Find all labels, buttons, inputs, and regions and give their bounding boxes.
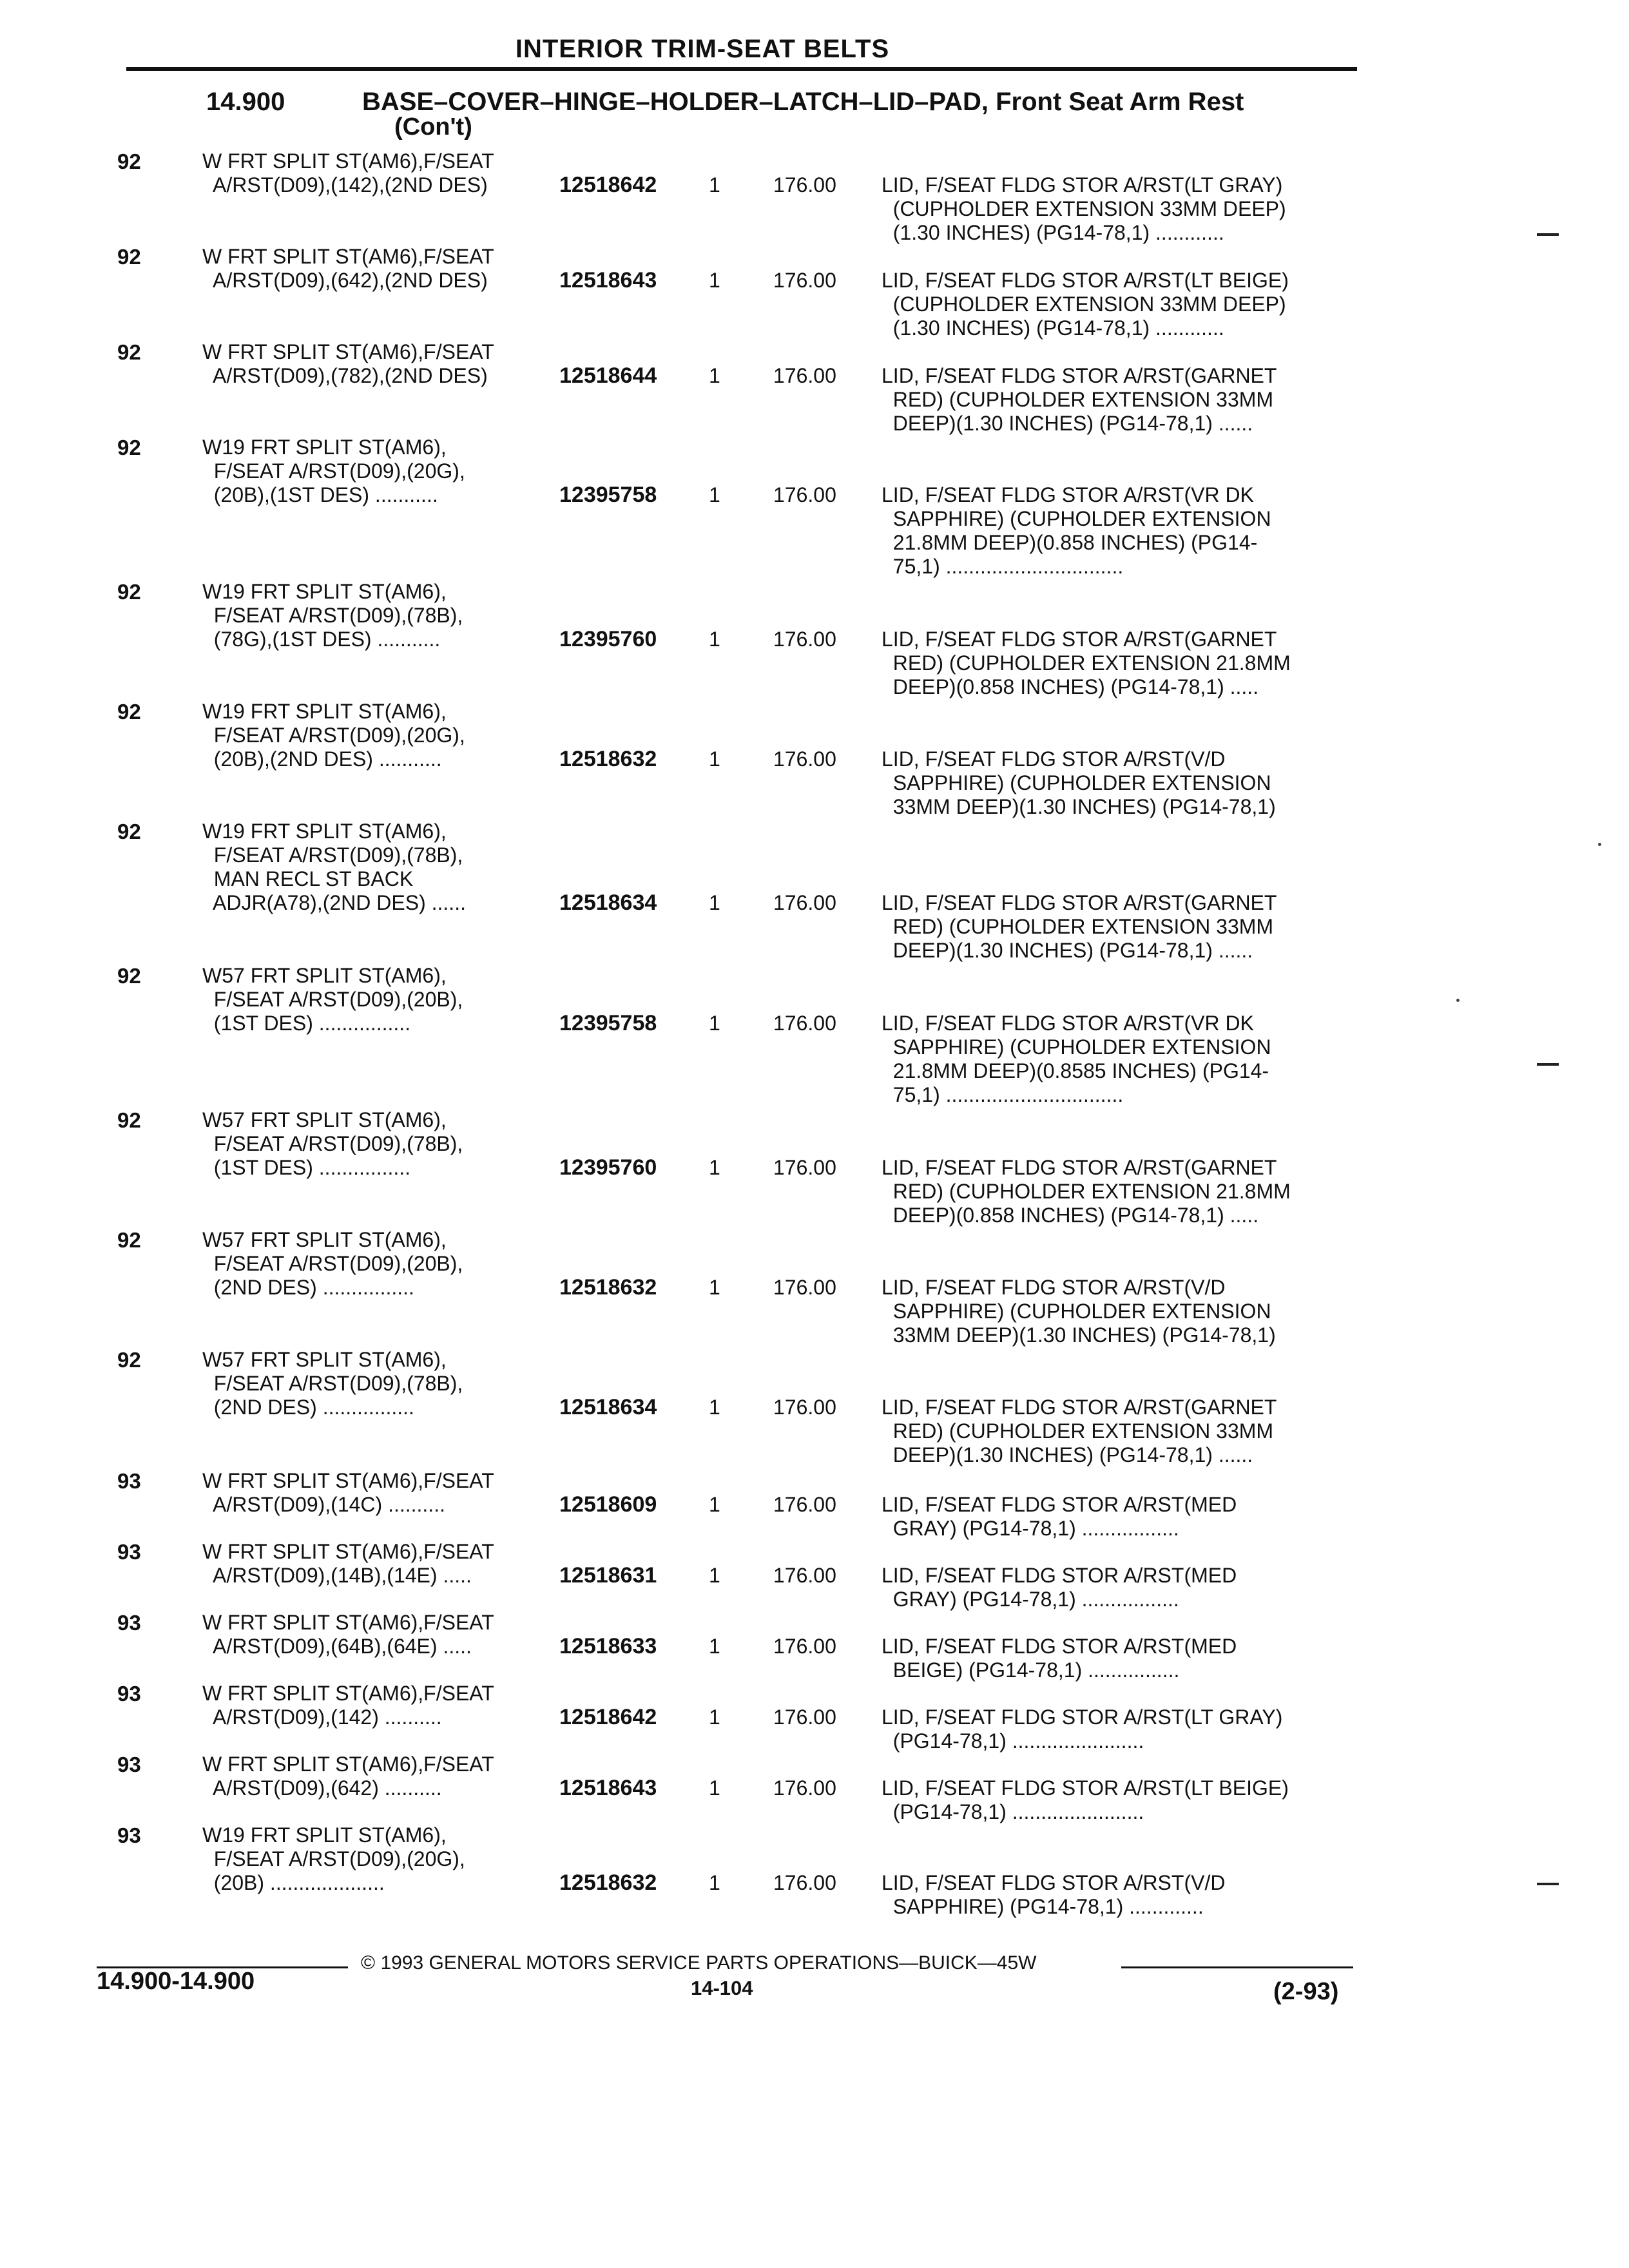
section-number: 14.900: [206, 88, 285, 116]
quantity: 1: [709, 747, 720, 771]
part-name: LID, F/SEAT FLDG STOR A/RST(MED GRAY) (PG14-78,1) .................: [882, 1564, 1237, 1611]
usage-description: W FRT SPLIT ST(AM6),F/SEAT A/RST(D09),(642),(2ND DES): [202, 245, 494, 292]
part-name: LID, F/SEAT FLDG STOR A/RST(GARNET RED) (CUPHOLDER EXTENSION 33MM DEEP)(1.30 INCHES) (PG14-78,1) ......: [882, 1396, 1277, 1466]
part-number: 12395760: [559, 627, 657, 651]
ref-number: 92: [117, 1108, 141, 1132]
usage-description: W19 FRT SPLIT ST(AM6), F/SEAT A/RST(D09),(78B), MAN RECL ST BACK ADJR(A78),(2ND DES) ......: [202, 820, 466, 914]
part-name: LID, F/SEAT FLDG STOR A/RST(MED GRAY) (PG14-78,1) .................: [882, 1493, 1237, 1540]
price: 176.00: [773, 364, 836, 387]
price: 176.00: [773, 483, 836, 506]
price: 176.00: [773, 1276, 836, 1299]
part-name: LID, F/SEAT FLDG STOR A/RST(VR DK SAPPHIRE) (CUPHOLDER EXTENSION 21.8MM DEEP)(0.8585 INCHES) (PG14- 75,1) ...............................: [882, 1012, 1271, 1106]
part-number: 12518643: [559, 268, 657, 293]
quantity: 1: [709, 1156, 720, 1179]
quantity: 1: [709, 269, 720, 292]
quantity: 1: [709, 483, 720, 506]
quantity: 1: [709, 1776, 720, 1800]
part-number: 12518609: [559, 1492, 657, 1517]
usage-description: W FRT SPLIT ST(AM6),F/SEAT A/RST(D09),(782),(2ND DES): [202, 340, 494, 387]
part-number: 12518631: [559, 1563, 657, 1588]
part-name: LID, F/SEAT FLDG STOR A/RST(LT GRAY) (CUPHOLDER EXTENSION 33MM DEEP) (1.30 INCHES) (PG14-78,1) ............: [882, 173, 1286, 244]
part-name: LID, F/SEAT FLDG STOR A/RST(LT BEIGE) (CUPHOLDER EXTENSION 33MM DEEP) (1.30 INCHES) (PG14-78,1) ............: [882, 269, 1289, 340]
usage-description: W57 FRT SPLIT ST(AM6), F/SEAT A/RST(D09),(78B), (1ST DES) ................: [202, 1108, 463, 1179]
price: 176.00: [773, 1564, 836, 1587]
margin-dash: [1537, 1883, 1559, 1885]
part-number: 12518634: [559, 890, 657, 915]
page-header-title: INTERIOR TRIM-SEAT BELTS: [515, 35, 890, 63]
ref-number: 92: [117, 245, 141, 269]
usage-description: W FRT SPLIT ST(AM6),F/SEAT A/RST(D09),(64B),(64E) .....: [202, 1611, 494, 1658]
ref-number: 92: [117, 964, 141, 988]
section-title: BASE–COVER–HINGE–HOLDER–LATCH–LID–PAD, Front Seat Arm Rest: [362, 88, 1244, 116]
usage-description: W FRT SPLIT ST(AM6),F/SEAT A/RST(D09),(142),(2ND DES): [202, 149, 494, 197]
part-name: LID, F/SEAT FLDG STOR A/RST(LT BEIGE) (PG14-78,1) .......................: [882, 1776, 1289, 1823]
usage-description: W57 FRT SPLIT ST(AM6), F/SEAT A/RST(D09),(20B), (2ND DES) ................: [202, 1228, 463, 1299]
ref-number: 93: [117, 1682, 141, 1706]
header-rule: [126, 67, 1357, 71]
section-continued: (Con't): [394, 113, 472, 140]
price: 176.00: [773, 891, 836, 914]
part-number: 12518632: [559, 1870, 657, 1895]
quantity: 1: [709, 1493, 720, 1516]
footer-date-code: (2-93): [1273, 1978, 1339, 2005]
footer-section-range: 14.900-14.900: [97, 1968, 255, 1995]
usage-description: W FRT SPLIT ST(AM6),F/SEAT A/RST(D09),(642) ..........: [202, 1753, 494, 1800]
part-name: LID, F/SEAT FLDG STOR A/RST(GARNET RED) (CUPHOLDER EXTENSION 33MM DEEP)(1.30 INCHES) (PG14-78,1) ......: [882, 891, 1277, 962]
part-number: 12395758: [559, 1011, 657, 1035]
quantity: 1: [709, 628, 720, 651]
part-number: 12518634: [559, 1395, 657, 1419]
quantity: 1: [709, 1706, 720, 1729]
quantity: 1: [709, 364, 720, 387]
price: 176.00: [773, 1156, 836, 1179]
part-number: 12518642: [559, 1705, 657, 1729]
ref-number: 92: [117, 1348, 141, 1372]
part-name: LID, F/SEAT FLDG STOR A/RST(GARNET RED) (CUPHOLDER EXTENSION 33MM DEEP)(1.30 INCHES) (PG14-78,1) ......: [882, 364, 1277, 435]
footer-rule-right: [1121, 1966, 1353, 1968]
ref-number: 93: [117, 1611, 141, 1635]
quantity: 1: [709, 891, 720, 914]
part-number: 12395760: [559, 1155, 657, 1180]
ref-number: 93: [117, 1753, 141, 1776]
usage-description: W FRT SPLIT ST(AM6),F/SEAT A/RST(D09),(14B),(14E) .....: [202, 1540, 494, 1587]
part-number: 12518632: [559, 1275, 657, 1300]
price: 176.00: [773, 747, 836, 771]
part-name: LID, F/SEAT FLDG STOR A/RST(VR DK SAPPHIRE) (CUPHOLDER EXTENSION 21.8MM DEEP)(0.858 INCHES) (PG14- 75,1) ...............................: [882, 483, 1271, 578]
price: 176.00: [773, 1871, 836, 1894]
ref-number: 93: [117, 1823, 141, 1847]
ref-number: 92: [117, 340, 141, 364]
ref-number: 92: [117, 149, 141, 173]
part-name: LID, F/SEAT FLDG STOR A/RST(MED BEIGE) (PG14-78,1) ................: [882, 1635, 1237, 1682]
part-number: 12518642: [559, 173, 657, 197]
quantity: 1: [709, 173, 720, 197]
usage-description: W FRT SPLIT ST(AM6),F/SEAT A/RST(D09),(142) ..........: [202, 1682, 494, 1729]
quantity: 1: [709, 1276, 720, 1299]
price: 176.00: [773, 628, 836, 651]
quantity: 1: [709, 1012, 720, 1035]
usage-description: W19 FRT SPLIT ST(AM6), F/SEAT A/RST(D09),(78B), (78G),(1ST DES) ...........: [202, 580, 463, 651]
margin-dot: [1456, 999, 1460, 1002]
ref-number: 93: [117, 1469, 141, 1493]
usage-description: W19 FRT SPLIT ST(AM6), F/SEAT A/RST(D09),(20G), (20B),(2ND DES) ...........: [202, 700, 465, 771]
usage-description: W57 FRT SPLIT ST(AM6), F/SEAT A/RST(D09),(20B), (1ST DES) ................: [202, 964, 463, 1035]
price: 176.00: [773, 1635, 836, 1658]
usage-description: W FRT SPLIT ST(AM6),F/SEAT A/RST(D09),(14C) ..........: [202, 1469, 494, 1516]
ref-number: 93: [117, 1540, 141, 1564]
price: 176.00: [773, 1396, 836, 1419]
price: 176.00: [773, 1012, 836, 1035]
part-name: LID, F/SEAT FLDG STOR A/RST(GARNET RED) (CUPHOLDER EXTENSION 21.8MM DEEP)(0.858 INCHES) (PG14-78,1) .....: [882, 628, 1291, 698]
part-name: LID, F/SEAT FLDG STOR A/RST(GARNET RED) (CUPHOLDER EXTENSION 21.8MM DEEP)(0.858 INCHES) (PG14-78,1) .....: [882, 1156, 1291, 1227]
part-name: LID, F/SEAT FLDG STOR A/RST(V/D SAPPHIRE) (CUPHOLDER EXTENSION 33MM DEEP)(1.30 INCHES) (PG14-78,1): [882, 747, 1276, 818]
ref-number: 92: [117, 580, 141, 604]
quantity: 1: [709, 1635, 720, 1658]
part-name: LID, F/SEAT FLDG STOR A/RST(LT GRAY) (PG14-78,1) .......................: [882, 1706, 1283, 1753]
price: 176.00: [773, 1776, 836, 1800]
quantity: 1: [709, 1396, 720, 1419]
ref-number: 92: [117, 820, 141, 843]
part-number: 12395758: [559, 483, 657, 507]
usage-description: W57 FRT SPLIT ST(AM6), F/SEAT A/RST(D09),(78B), (2ND DES) ................: [202, 1348, 463, 1419]
quantity: 1: [709, 1564, 720, 1587]
ref-number: 92: [117, 700, 141, 724]
footer-copyright: © 1993 GENERAL MOTORS SERVICE PARTS OPERATIONS—BUICK—45W: [361, 1952, 1037, 1974]
footer-page-number: 14-104: [691, 1977, 753, 1999]
price: 176.00: [773, 1493, 836, 1516]
margin-dot: [1598, 843, 1601, 846]
part-name: LID, F/SEAT FLDG STOR A/RST(V/D SAPPHIRE) (PG14-78,1) .............: [882, 1871, 1226, 1918]
margin-dash: [1537, 1063, 1559, 1066]
quantity: 1: [709, 1871, 720, 1894]
ref-number: 92: [117, 436, 141, 459]
ref-number: 92: [117, 1228, 141, 1252]
part-number: 12518632: [559, 747, 657, 771]
usage-description: W19 FRT SPLIT ST(AM6), F/SEAT A/RST(D09),(20G), (20B),(1ST DES) ...........: [202, 436, 465, 506]
price: 176.00: [773, 269, 836, 292]
part-name: LID, F/SEAT FLDG STOR A/RST(V/D SAPPHIRE) (CUPHOLDER EXTENSION 33MM DEEP)(1.30 INCHES) (PG14-78,1): [882, 1276, 1276, 1347]
part-number: 12518643: [559, 1776, 657, 1800]
part-number: 12518633: [559, 1634, 657, 1658]
part-number: 12518644: [559, 363, 657, 388]
price: 176.00: [773, 173, 836, 197]
usage-description: W19 FRT SPLIT ST(AM6), F/SEAT A/RST(D09),(20G), (20B) ....................: [202, 1823, 465, 1894]
margin-dash: [1537, 233, 1559, 236]
price: 176.00: [773, 1706, 836, 1729]
